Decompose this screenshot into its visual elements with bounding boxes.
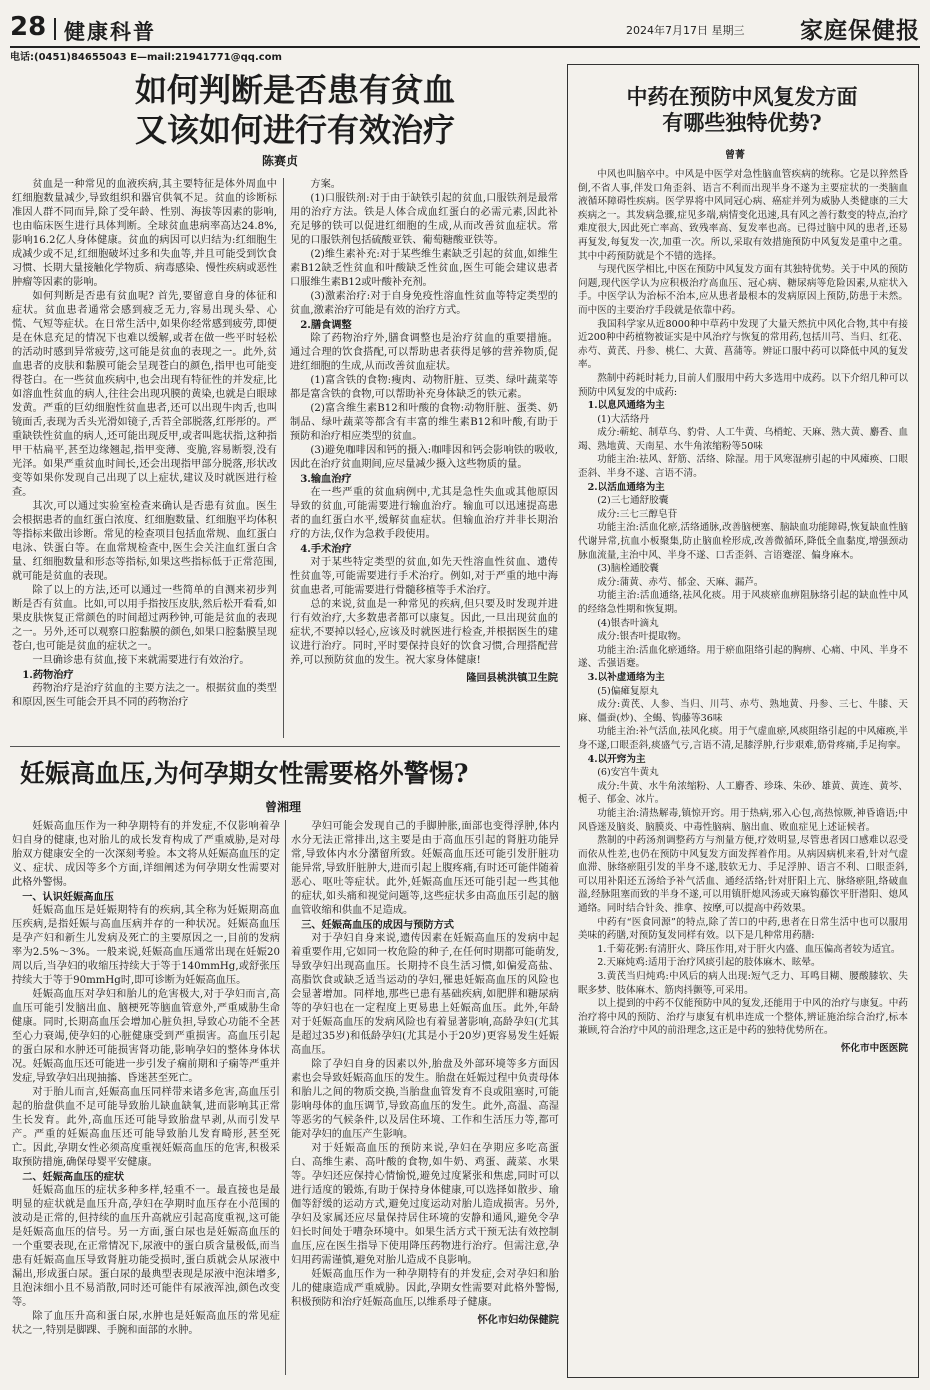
paragraph: (2)富含维生素B12和叶酸的食物:动物肝脏、蛋类、奶制品、绿叶蔬菜等都含有丰富的维生素B12和叶酸,有助于预防和治疗相应类型的贫血。 (290, 403, 558, 442)
subheading: 2.以活血通络为主 (587, 481, 665, 493)
paragraph: 对于胎儿而言,妊娠高血压同样带来诸多危害,高血压引起的胎盘供血不足可能导致胎儿缺血缺氧,进而影响其正常生长发育。此外,高血压还可能导致胎盘早剥,从而引发早产。严重的妊娠高血压还可能导致胎儿发育畸形,甚至死亡。因此,孕期女性必须高度重视妊娠高血压的危害,积极采取预防措施,确保母婴平安健康。 (12, 1087, 280, 1168)
paragraph: 总的来说,贫血是一种常见的疾病,但只要及时发现并进行有效治疗,大多数患者都可以康复。因此,一旦出现贫血的症状,不要掉以轻心,应该及时就医进行检查,并根据医生的建议进行治疗。同时,平时要保持良好的饮食习惯,合理搭配营养,可以预防贫血的发生。祝大家身体健康! (290, 599, 558, 666)
paragraph: 贫血是一种常见的血液疾病,其主要特征是体外周血中红细胞数量减少,导致组织和器官供氧不足。贫血的诊断标准因人群不同而异,除了受年龄、性别、海拔等因素的影响,也由临床医生进行具体判断。全球贫血患病率高达24.8%,影响16.2亿人身体健康。贫血的病因可以归结为:红细胞生成减少或不足,红细胞破坏过多和失血等,并且可能受到饮食习惯、长期大量接触化学物质、病毒感染、慢性疾病或恶性肿瘤等因素的影响。 (12, 179, 277, 288)
paragraph: 功能主治:清热解毒,镇惊开窍。用于热病,邪入心包,高热惊厥,神昏谵语;中风昏迷及脑炎、脑膜炎、中毒性脑病、脑出血、败血症见上述证候者。 (578, 807, 908, 833)
paragraph: 功能主治:活血通络,祛风化痰。用于风痰瘀血痹阻脉络引起的缺血性中风的经络急性期和恢复期。 (578, 590, 908, 615)
article3-title-line2: 有哪些独特优势? (662, 110, 822, 136)
article1-source: 隆回县桃洪镇卫生院 (466, 673, 558, 684)
subheading: 一、认识妊娠高血压 (22, 891, 114, 903)
section-name: 健康科普 (64, 20, 156, 44)
paragraph: 其次,可以通过实验室检查来确认是否患有贫血。医生会根据患者的血红蛋白浓度、红细胞数量、红细胞平均体积等指标来做出诊断。常见的检查项目包括血常规、血红蛋白电泳、铁蛋白等。在血常规检查中,医生会关注血红蛋白含量、红细胞数量和形态等指标,如果这些指标低于正常范围,就可能是贫血的表现。 (12, 501, 277, 582)
paragraph: (3)激素治疗:对于自身免疫性溶血性贫血等特定类型的贫血,激素治疗可能是有效的治疗方式。 (290, 291, 558, 316)
paragraph: 中风也叫脑卒中。中风是中医学对急性脑血管疾病的统称。它是以猝然昏倒,不省人事,伴发口角歪斜、语言不利而出现半身不遂为主要症状的一类脑血液循环障碍性疾病。医学界将中风同冠心病、癌症并列为威胁人类健康的三大疾病之一。其发病急骤,症见多端,病情变化迅速,具有风之善行数变的特点,治疗难度很大,因此死亡率高、致残率高、复发率也高。已得过脑中风的患者,还易再复发,每复发一次,加重一次。所以,采取有效措施预防中风复发是重中之重。其中中药预防就是个不错的选择。 (578, 169, 908, 262)
paragraph: (2)三七通舒胶囊 (597, 495, 669, 507)
page-header (10, 10, 920, 48)
subheading: 4.以开窍为主 (587, 753, 646, 765)
article3-source: 怀化市中医医院 (840, 1043, 908, 1054)
article3-body (578, 168, 908, 1368)
issue-date: 2024年7月17日 星期三 (626, 24, 745, 37)
paragraph: 熬制中药耗时耗力,目前人们服用中药大多选用中成药。以下介绍几种可以预防中风复发的中成药: (578, 372, 908, 398)
article3-author: 曾菁 (725, 150, 745, 161)
paragraph: 功能主治:补气活血,祛风化痰。用于气虚血瘀,风痰阻络引起的中风瘫痪,半身不遂,口眼歪斜,痰盛气亏,言语不清,足膝浮肿,行步艰难,筋骨疼痛,手足拘挛。 (578, 726, 908, 751)
subheading: 三、妊娠高血压的成因与预防方式 (301, 919, 454, 931)
article2-title: 妊娠高血压,为何孕期女性需要格外警惕? (20, 759, 469, 788)
subheading: 4.手术治疗 (300, 543, 352, 555)
paragraph: 功能主治:活血化瘀,活络通脉,改善脑梗塞、脑缺血功能障碍,恢复缺血性脑代谢异常,抗血小板聚集,防止脑血栓形成,改善微循环,降低全血黏度,增强颈动脉血流量,主治中风、半身不遂、口舌歪斜、言语蹇涩、偏身麻木。 (578, 522, 908, 561)
paragraph: (2)维生素补充:对于某些维生素缺乏引起的贫血,如维生素B12缺乏性贫血和叶酸缺乏性贫血,医生可能会建议患者口服维生素B12或叶酸补充剂。 (290, 249, 558, 288)
paragraph: 与现代医学相比,中医在预防中风复发方面有其独特优势。关于中风的预防问题,现代医学认为应积极治疗高血压、冠心病、糖尿病等危险因素,从症状入手。中医学认为治标不治本,应从患者最根本的发病原因上预防,防患于未然。而中医的主要治疗手段就是依靠中药。 (578, 264, 908, 316)
subheading: 1.药物治疗 (22, 669, 74, 681)
paragraph: (1)口服铁剂:对于由于缺铁引起的贫血,口服铁剂是最常用的治疗方法。铁是人体合成血红蛋白的必需元素,因此补充足够的铁可以促进红细胞的生成,从而改善贫血症状。常见的口服铁剂包括硫酸亚铁、葡萄糖酸亚铁等。 (290, 193, 558, 246)
page-number: 28 (10, 12, 47, 42)
paragraph: 孕妇可能会发现自己的手脚肿胀,面部也变得浮肿,体内水分无法正常排出,这主要是由于高血压引起的肾脏功能异常,导致体内水分潴留所致。妊娠高血压还可能引发肝脏功能异常,导致肝脏肿大,进而引起上腹疼痛,有时还可能伴随着恶心、呕吐等症状。此外,妊娠高血压还可能引起一些其他的症状,如头痛和视觉问题等,这些症状多由高血压引起的脑血管收缩和供血不足造成。 (291, 821, 559, 916)
article1-title-line2: 又该如何进行有效治疗 (134, 111, 455, 149)
article1-title-line1: 如何判断是否患有贫血 (134, 71, 455, 109)
paragraph: (5)偏瘫复原丸 (597, 685, 659, 697)
paragraph: 妊娠高血压作为一种孕期特有的并发症,会对孕妇和胎儿的健康造成严重威胁。因此,孕期女性需要对此格外警惕,积极预防和治疗妊娠高血压,以维系母子健康。 (291, 1269, 559, 1308)
article3-title-line1: 中药在预防中风复发方面 (626, 84, 858, 109)
paragraph: 一旦确诊患有贫血,接下来就需要进行有效治疗。 (32, 655, 250, 666)
paragraph: 功能主治:活血化瘀通络。用于瘀血阻络引起的胸痹、心痛、中风、半身不遂、舌强语蹇。 (578, 644, 908, 670)
paragraph: 成分:黄芪、人参、当归、川芎、赤芍、熟地黄、丹参、三七、牛膝、天麻、僵蚕(炒)、全蝎、钩藤等36味 (578, 699, 908, 724)
paragraph: 对于孕妇自身来说,遗传因素在妊娠高血压的发病中起着重要作用,它如同一枚危险的种子,在任何时期都可能萌发,导致孕妇出现高血压。长期持不良生活习惯,如偏爱高盐、高脂饮食或缺乏适当运动的孕妇,罹患妊娠高血压的风险也会显著增加。同样地,那些已患有基础疾病,如肥胖和糖尿病等的孕妇也在一定程度上更易患上妊娠高血压。此外,年龄对于妊娠高血压的发病风险也有着显著影响,高龄孕妇(尤其是超过35岁)和低龄孕妇(尤其是小于20岁)更容易发生妊娠高血压。 (291, 933, 559, 1056)
masthead: 家庭保健报 (800, 17, 920, 44)
article1-author: 陈赛贞 (262, 154, 299, 168)
paragraph: 对于某些特定类型的贫血,如先天性溶血性贫血、遗传性贫血等,可能需要进行手术治疗。例如,对于严重的地中海贫血患者,可能需要进行骨髓移植等手术治疗。 (290, 557, 558, 596)
subheading: 3.以补虚通络为主 (587, 671, 665, 683)
paragraph: 在一些严重的贫血病例中,尤其是急性失血或其他原因导致的贫血,可能需要进行输血治疗。输血可以迅速提高患者的血红蛋白水平,缓解贫血症状。但输血治疗并非长期治疗的方法,仅作为急救手段使用。 (290, 487, 558, 540)
paragraph: 除了孕妇自身的因素以外,胎盘及外部环境等多方面因素也会导致妊娠高血压的发生。胎盘在妊娠过程中负责母体和胎儿之间的物质交换,当胎盘血管发育不良或阻塞时,可能影响母体的血压调节,导致高血压的发生。此外,高温、高湿等恶劣的气候条件,以及居住环境、工作和生活压力等,都可能对孕妇的血压产生影响。 (291, 1059, 559, 1140)
paragraph: (1)富含铁的食物:瘦肉、动物肝脏、豆类、绿叶蔬菜等都是富含铁的食物,可以帮助补充身体缺乏的铁元素。 (290, 375, 558, 400)
article1-col2 (290, 178, 558, 742)
paragraph: (3)避免咖啡因和钙的摄入:咖啡因和钙会影响铁的吸收,因此在治疗贫血期间,应尽量减少摄入这些物质的量。 (290, 445, 558, 470)
paragraph: 熬制的中药汤剂调整药方与剂量方便,疗效明显,尽管患者因口感难以忍受而依从性差,也仍在预防中风复发方面发挥着作用。从病因病机来看,针对气虚血滞、脉络瘀阻引发的半身不遂,肢软无力、手足浮肿、语言不利、口眼歪斜,可以用补阳还五汤给予补气活血、通经活络;针对肝阳上亢、脉络瘀阻,络破血溢,经脉阻塞而致的半身不遂,可以用镇肝熄风汤或天麻钩藤饮平肝潜阳、熄风通络。同时结合针灸、推拿、按摩,可以提高中药效果。 (578, 835, 908, 915)
article2-source: 怀化市妇幼保健院 (477, 1315, 559, 1326)
paragraph: (1)大活络丹 (597, 413, 650, 425)
article3-title (572, 84, 912, 137)
paragraph: (3)脑栓通胶囊 (597, 563, 659, 575)
paragraph: 成分:牛黄、水牛角浓缩粉、人工麝香、珍珠、朱砂、雄黄、黄连、黄芩、栀子、郁金、冰片。 (578, 780, 908, 806)
contact-line: 电话:(0451)84655043 E—mail:21941771@qq.com (10, 52, 282, 63)
paragraph: 成分:蕲蛇、制草乌、豹骨、人工牛黄、乌梢蛇、天麻、熟大黄、麝香、血竭、熟地黄、天南星、水牛角浓缩粉等50味 (578, 427, 908, 452)
paragraph: (4)银杏叶滴丸 (597, 617, 659, 629)
paragraph: 方案。 (310, 179, 341, 190)
article2-author: 曾湘理 (265, 800, 302, 814)
paragraph: 成分:蒲黄、赤芍、郁金、天麻、漏芦。 (597, 576, 764, 588)
paragraph: 成分:银杏叶提取物。 (597, 631, 687, 643)
paragraph: 1.千菊花粥:有清肝火、降压作用,对于肝火内盛、血压偏高者较为适宜。 (597, 943, 901, 955)
article1-title (60, 70, 530, 150)
paragraph: 除了药物治疗外,膳食调整也是治疗贫血的重要措施。通过合理的饮食搭配,可以帮助患者获得足够的营养物质,促进红细胞的生成,从而改善贫血症状。 (290, 333, 558, 372)
subheading: 3.输血治疗 (300, 473, 352, 485)
paragraph: 对于妊娠高血压的预防来说,孕妇在孕期应多吃高蛋白、高维生素、高叶酸的食物,如牛奶、鸡蛋、蔬菜、水果等。孕妇还应保持心情愉悦,避免过度紧张和焦虑,同时可以进行适度的锻炼,有助于保持身体健康,可以选择如散步、瑜伽等舒缓的运动方式,避免过度运动对胎儿造成损害。另外,孕妇及家属还应尽量保持居住环境的安静和通风,避免令孕妇长时间处于嘈杂环境中。如果生活方式干预无法有效控制血压,应在医生指导下使用降压药物进行治疗。但需注意,孕妇用药需谨慎,避免对胎儿造成不良影响。 (291, 1143, 559, 1266)
paragraph: 妊娠高血压作为一种孕期特有的并发症,不仅影响着孕妇自身的健康,也对胎儿的成长发育构成了严重威胁,是对母胎双方健康安全的一次深刻考验。本文将从妊娠高血压的定义、症状、成因等多个方面,详细阐述为何孕期女性需要对此格外警惕。 (12, 821, 280, 888)
subheading: 1.以息风通络为主 (587, 400, 665, 412)
subheading: 2.膳食调整 (300, 319, 352, 331)
paragraph: 以上提到的中药不仅能预防中风的复发,还能用于中风的治疗与康复。中药治疗将中风的预防、治疗与康复有机串连成一个整体,辨证施治综合治疗,标本兼顾,符合治疗中风的前沿理念,这正是中药的独特优势所在。 (578, 998, 908, 1037)
column-divider (285, 820, 286, 1375)
paragraph: 2.天麻炖鸡:适用于治疗风痰引起的肢体麻木、眩晕。 (597, 957, 821, 969)
paragraph: 如何判断是否患有贫血呢? 首先,要留意自身的体征和症状。贫血患者通常会感到疲乏无力,容易出现头晕、心慌、气短等症状。在日常生活中,如果你经常感到疲劳,即便是在休息充足的情况下也难以缓解,或者在做一些平时轻松的活动时感到异常疲劳,这可能是贫血的表现之一。此外,贫血患者的皮肤和黏膜可能会呈现苍白的颜色,指甲也可能变得苍白。在一些贫血疾病中,也会出现有特征性的并发症,比如溶血性贫血的病人,往往会出现巩膜的黄染,也就是白眼球发黄。严重的巨幼细胞性贫血患者,还可以出现牛肉舌,也叫镜面舌,表现为舌头光滑如镜子,舌苔全部脱落,红彤彤的。严重缺铁性贫血的病人,还可能出现反甲,或者叫匙状指,这种指甲干枯扁平,甚至边缘翘起,指甲变薄、变脆,容易断裂,没有光泽。如果严重贫血时间长,还会出现指甲部分脱落,形状改变等如果你发现自己出现了以上症状,建议及时就医进行检查。 (12, 291, 277, 498)
paragraph: 妊娠高血压的症状多种多样,轻重不一。最直接也是最明显的症状就是血压升高,孕妇在孕期时血压存在小范围的波动是正常的,但持续的血压升高就应引起高度重视,这可能是妊娠高血压的信号。另一方面,蛋白尿也是妊娠高血压的一个重要表现,在正常情况下,尿液中的蛋白质含量极低,而当患有妊娠高血压导致肾脏功能受损时,蛋白质就会从尿液中漏出,形成蛋白尿。蛋白尿的最典型表现是尿液中泡沫增多,且泡沫细小且不易消散,同时还可能伴有尿液浑浊,颜色改变等。 (12, 1185, 280, 1308)
paragraph: 药物治疗是治疗贫血的主要方法之一。根据贫血的类型和原因,医生可能会开具不同的药物治疗 (12, 683, 277, 708)
paragraph: 除了血压升高和蛋白尿,水肿也是妊娠高血压的常见症状之一,特别是脚踝、手腕和面部的水肿。 (12, 1311, 280, 1336)
article2-col2 (291, 820, 559, 1382)
article-divider (10, 746, 560, 747)
subheading: 二、妊娠高血压的症状 (22, 1171, 125, 1183)
paragraph: 妊娠高血压是妊娠期特有的疾病,其全称为妊娠期高血压疾病,是指妊娠与高血压病并存的一种状况。妊娠高血压是孕产妇和新生儿发病及死亡的主要原因之一,目前的发病率为2.5%～3%。一般来说,妊娠高血压通常出现在妊娠20周以后,当孕妇的收缩压持续大于等于140mmHg,或舒张压持续大于等于90mmHg时,即可诊断为妊娠高血压。 (12, 905, 280, 986)
column-divider (283, 178, 284, 738)
paragraph: 除了以上的方法,还可以通过一些简单的自测来初步判断是否有贫血。比如,可以用手指按压皮肤,然后松开看看,如果皮肤恢复正常颜色的时间超过两秒钟,可能是贫血的表现之一。另外,还可以观察口腔黏膜的颜色,如果口腔黏膜呈现苍白,也可能是贫血的症状之一。 (12, 585, 277, 652)
header-divider (54, 18, 56, 40)
paragraph: 成分:三七三醇皂苷 (597, 508, 678, 520)
article1-col1 (12, 178, 277, 738)
paragraph: 功能主治:祛风、舒筋、活络、除湿。用于风寒湿痹引起的中风瘫痪、口眼歪斜、半身不遂、言语不清。 (578, 454, 908, 480)
paragraph: 妊娠高血压对孕妇和胎儿的危害极大,对于孕妇而言,高血压可能引发脑出血、脑梗死等脑血管意外,严重威胁生命健康。同时,长期高血压会增加心脏负担,导致心功能不全甚至心力衰竭,使孕妇的心脏健康受到严重损害。高血压引起的蛋白尿和水肿还可能损害肾功能,影响孕妇的整体身体状况。妊娠高血压还可能进一步引发子痫前期和子痫等严重并发症,导致孕妇出现抽搐、昏迷甚至死亡。 (12, 989, 280, 1084)
paragraph: (6)安宫牛黄丸 (597, 767, 659, 779)
paragraph: 3.黄芪当归炖鸡:中风后的病人出现:短气乏力、耳鸣目糊、腰酸膝软、失眠多梦、肢体麻木、筋肉抖颤等,可采用。 (578, 971, 908, 996)
paragraph: 我国科学家从近8000种中草药中发现了大量天然抗中风化合物,其中有接近200种中药植物被证实是中风治疗与恢复的常用药,包括川芎、当归、红花、赤芍、黄芪、丹参、桃仁、大黄、菖蒲等。辨证口服中药可以降低中风的复发率。 (578, 318, 908, 371)
article2-col1 (12, 820, 280, 1378)
paragraph: 中药有“医食同源”的特点,除了苦口的中药,患者在日常生活中也可以服用美味的药膳,对预防复发同样有效。以下是几种常用药膳: (578, 916, 908, 942)
